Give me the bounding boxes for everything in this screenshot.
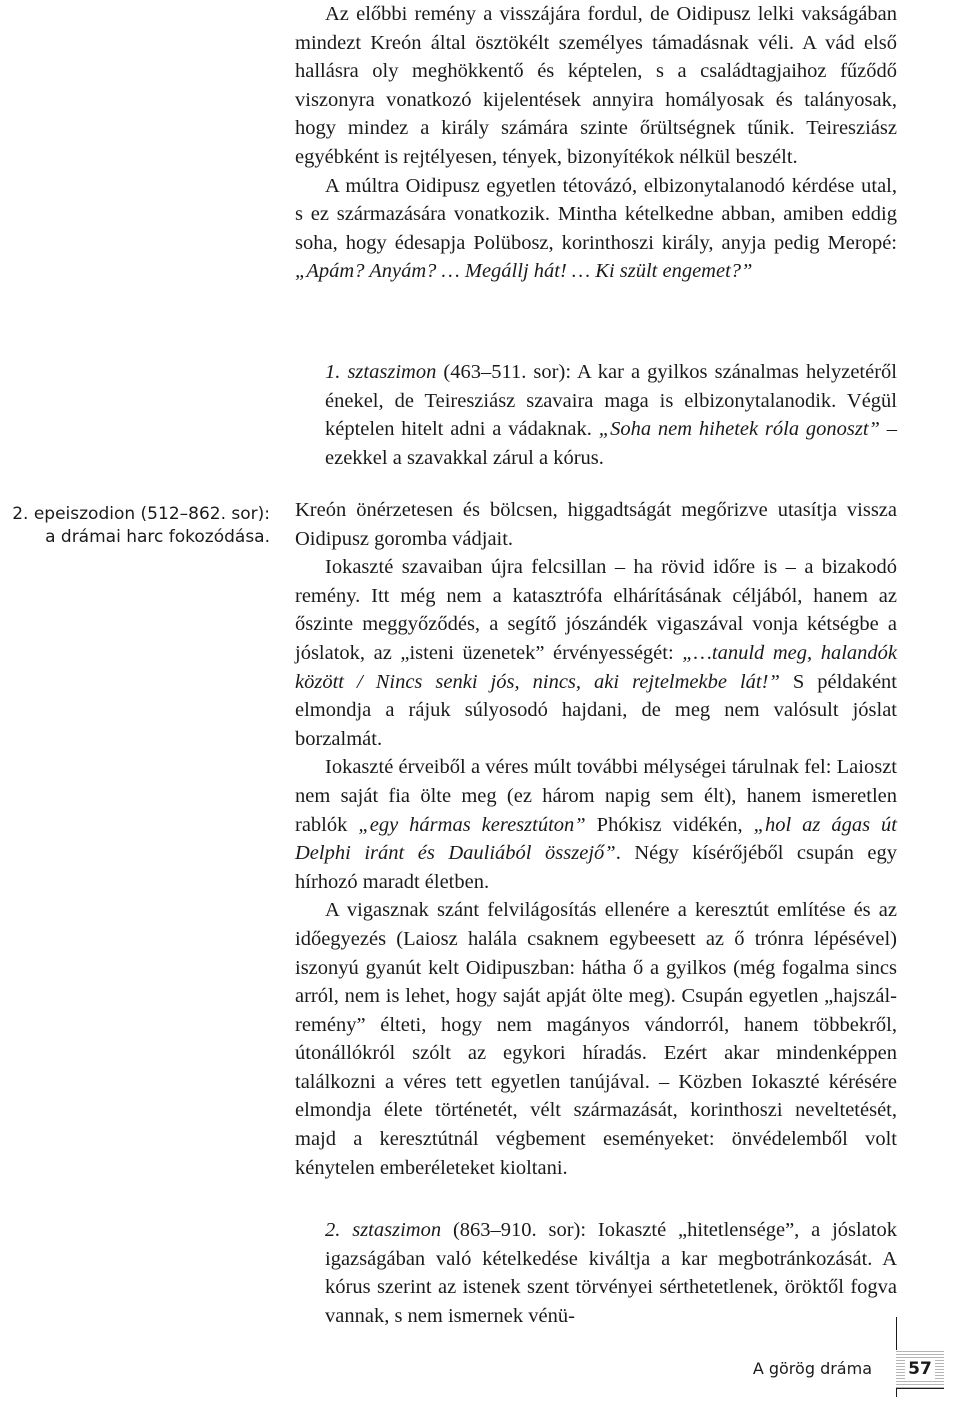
sztaszimon-1-block (325, 358, 897, 472)
paragraph-text: (863–910. sor): Iokaszté „hitetlensége”, a jóslatok igazságában való kételkedése kiváltja a kar megbotránkozását. A kórus szerint az istenek szent törvényei sérthetetlenek, öröktől fogva vannak, s nem ismernek vénü- (325, 1219, 897, 1327)
paragraph-text: Iokaszté szavaiban újra felcsillan – ha rövid időre is – a bizakodó remény. Itt még nem a katasztrófa elhárításának céljából, hanem az őszinte meggyőződés, a segítő jószándék vigaszával vonja kétségbe a jóslatok, az „isteni üzenetek” érvényességét: (295, 556, 897, 664)
quote-text: „hol az ágas út Delphi iránt és Dauliából összejő” (295, 813, 897, 865)
quote-text: „Soha nem hihetek róla gonoszt” (598, 418, 880, 441)
margin-note (0, 503, 270, 549)
paragraph (295, 753, 897, 896)
paragraph-text: . Négy kísérőjéből csupán egy hírhozó maradt életben. (295, 842, 897, 893)
paragraph-text: Phókisz vidékén, (585, 813, 754, 836)
text-block-1 (295, 0, 897, 286)
section-label: 2. sztaszimon (325, 1219, 442, 1241)
paragraph-text: Kreón önérzetesen és bölcsen, higgadtságát megőrizve utasítja vissza Oidipusz goromba vádjait. (295, 499, 897, 550)
paragraph-text: (463–511. sor): A kar a gyilkos szánalmas helyzetéről énekel, de Teiresziász szavaira maga is elbizonytalanodik. Végül képtelen hitelt adni a vádaknak. (325, 361, 897, 441)
section-label: 1. sztaszimon (325, 361, 437, 383)
paragraph-text: S példaként elmondja a rájuk súlyosodó hajdani, de meg nem valósult jóslat borzalmát. (295, 670, 897, 750)
footer-label: A görög dráma (752, 1359, 872, 1378)
paragraph (295, 896, 897, 1182)
paragraph (295, 496, 897, 553)
paragraph (295, 0, 897, 172)
sztaszimon-2-block (325, 1216, 897, 1330)
paragraph (295, 172, 897, 286)
paragraph-text: A múltra Oidipusz egyetlen tétovázó, elbizonytalanodó kérdése utal, s ez származására vonatkozik. Mintha kételkedne abban, amiben eddig soha, hogy édesapja Polübosz, korinthoszi király, anyja pedig Meropé: (295, 174, 897, 254)
margin-note-line: a drámai harc fokozódása. (45, 527, 270, 547)
paragraph-text: Az előbbi remény a visszájára fordul, de Oidipusz lelki vakságában mindezt Kreón által ösztökélt személyes támadásnak véli. A vád első hallásra oly meghökkentő és képtelen, s a családtagjaihoz fűződő viszonyra vonatkozó kijelentések annyira homályosak és talányosak, hogy mindez a király számára szinte őrültségnek tűnik. Teiresziász egyébként is rejtélyesen, tények, bizonyítékok nélkül beszélt. (295, 3, 897, 168)
epeiszodion-2-block (295, 496, 897, 1182)
page-number-box (896, 1350, 944, 1389)
paragraph-text: A vigasznak szánt felvilágosítás ellenére a keresztút említése és az időegyezés (Laiosz halála csaknem egybeesett az ő trónra lépésével) iszonyú gyanút kelt Oidipuszban: hátha ő a gyilkos (még fogalma sincs arról, nem is lehet, hogy saját apját ölte meg). Csupán egyetlen „hajszál-remény” élteti, hogy nem magányos vándorról, hanem többekről, útonállókról szólt az egykori híradás. Ezért akar mindenképpen találkozni a véres tett egyetlen tanújával. – Közben Iokaszté kérésére elmondja élete történetét, vélt származását, korinthoszi neveltetését, majd a keresztútnál végbement eseményeket: önvédelemből volt kénytelen emberéleteket kioltani. (295, 899, 897, 1179)
paragraph (295, 553, 897, 753)
quote-text: „Apám? Anyám? … Megállj hát! … Ki szült engemet?” (295, 260, 753, 283)
margin-note-line: 2. epeiszodion (512–862. sor): (12, 504, 270, 524)
page-number: 57 (905, 1359, 935, 1379)
paragraph-text: – ezekkel a szavakkal zárul a kórus. (325, 418, 898, 469)
paragraph-text: Iokaszté érveiből a véres múlt további mélységei tárulnak fel: Laioszt nem saját fia ölte meg (ez három napig sem élt), hanem ismeretlen rablók (295, 756, 897, 836)
quote-text: „…tanuld meg, halandók között / Nincs senki jós, nincs, aki rejtelmekbe lát!” (295, 641, 897, 693)
paragraph (325, 358, 897, 472)
paragraph (325, 1216, 897, 1330)
quote-text: „egy hármas keresztúton” (358, 813, 586, 836)
